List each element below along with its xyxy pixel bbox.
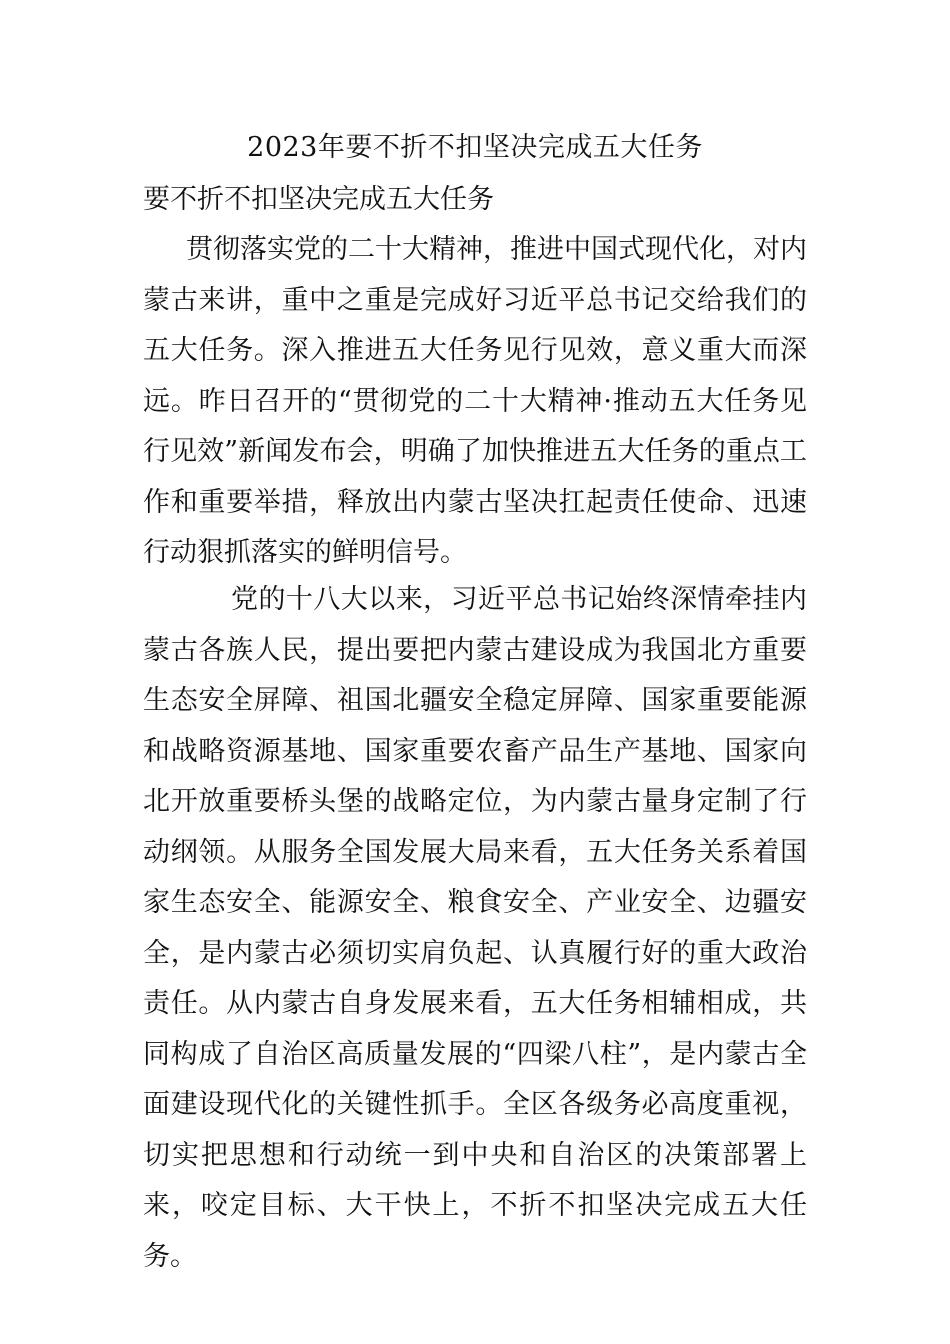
document-title: 2023年要不折不扣坚决完成五大任务 (247, 132, 703, 163)
document-subtitle: 要不折不扣坚决完成五大任务 (143, 184, 494, 215)
paragraph-2: 党的十八大以来，习近平总书记始终深情牵挂内蒙古各族人民，提出要把内蒙古建设成为我国北方重要生态安全屏障、祖国北疆安全稳定屏障、国家重要能源和战略资源基地、国家重要农畜产品生产基地、国家向北开放重要桥头堡的战略定位，为内蒙古量身定制了行动纲领。从服务全国发展大局来看，五大任务关系着国家生态安全、能源安全、粮食安全、产业安全、边疆安全，是内蒙古必须切实肩负起、认真履行好的重大政治责任。从内蒙古自身发展来看，五大任务相辅相成，共同构成了自治区高质量发展的“四梁八柱”，是内蒙古全面建设现代化的关键性抓手。全区各级务必高度重视，切实把思想和行动统一到中央和自治区的决策部署上来，咬定目标、大干快上，不折不扣坚决完成五大任务。 (143, 584, 807, 1272)
paragraph-1: 贯彻落实党的二十大精神，推进中国式现代化，对内蒙古来讲，重中之重是完成好习近平总书记交给我们的五大任务。深入推进五大任务见行见效，意义重大而深远。昨日召开的“贯彻党的二十大精神·推动五大任务见行见效”新闻发布会，明确了加快推进五大任务的重点工作和重要举措，释放出内蒙古坚决扛起责任使命、迅速行动狠抓落实的鲜明信号。 (143, 234, 807, 568)
